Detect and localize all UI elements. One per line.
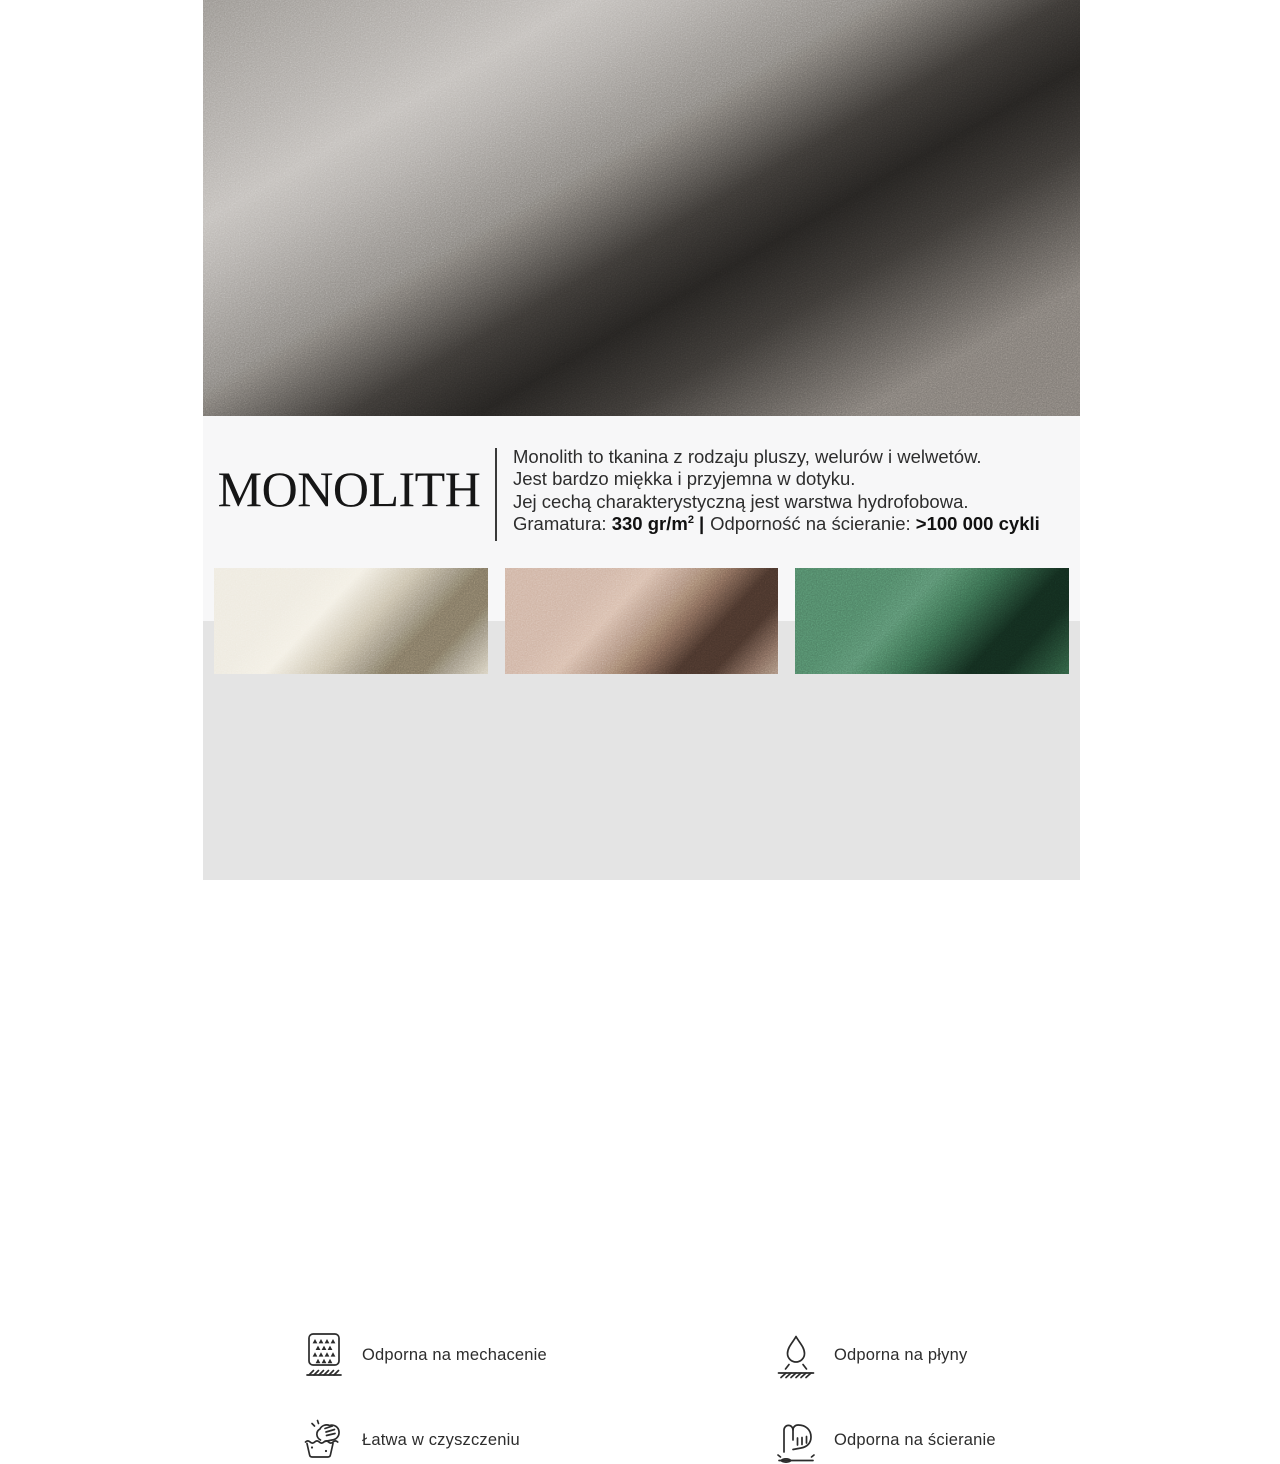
fabric-swatch-taupe bbox=[505, 568, 779, 674]
fabric-product-card bbox=[203, 0, 1080, 1449]
feature-pilling-resistant bbox=[300, 1331, 772, 1379]
fabric-swatch-cream bbox=[214, 568, 488, 674]
fabric-grain-overlay bbox=[214, 568, 488, 674]
abrasion-value: >100 000 cykli bbox=[915, 513, 1040, 535]
weight-label: Gramatura: bbox=[513, 513, 612, 535]
fabric-grain-overlay bbox=[795, 568, 1069, 674]
feature-label: Odporna na mechacenie bbox=[362, 1345, 547, 1364]
weight-value: 330 $gr/m^2$ bbox=[611, 513, 694, 535]
abrasion-label: Odporność na ścieranie: bbox=[710, 513, 916, 535]
description-line: Jest bardzo miękka i przyjemna w dotyku. bbox=[513, 468, 856, 490]
feature-label: Odporna na płyny bbox=[834, 1345, 968, 1364]
description-line: Jej cechą charakterystyczną jest warstwa hydrofobowa. bbox=[513, 490, 969, 512]
specs-separator: | bbox=[698, 513, 705, 535]
fabric-swatch-green bbox=[795, 568, 1069, 674]
hero-fabric-image bbox=[203, 0, 1080, 416]
feature-liquid-resistant bbox=[772, 1331, 996, 1379]
fabric-grain-overlay bbox=[203, 0, 1080, 416]
features-grid bbox=[300, 1331, 996, 1464]
pilling-resistant-icon bbox=[300, 1331, 348, 1379]
product-title: MONOLITH bbox=[217, 461, 481, 517]
feature-abrasion-resistant bbox=[772, 1416, 996, 1464]
feature-label: Odporna na ścieranie bbox=[834, 1430, 996, 1449]
feature-label: Łatwa w czyszczeniu bbox=[362, 1430, 520, 1449]
easy-clean-icon bbox=[300, 1416, 348, 1464]
liquid-resistant-icon bbox=[772, 1331, 820, 1379]
fabric-grain-overlay bbox=[505, 568, 779, 674]
abrasion-resistant-icon bbox=[772, 1416, 820, 1464]
swatch-row bbox=[214, 568, 1069, 674]
feature-easy-clean bbox=[300, 1416, 772, 1464]
weight-superscript: 2 bbox=[687, 514, 694, 527]
specs-line bbox=[513, 513, 1040, 535]
description-line: Monolith to tkanina z rodzaju pluszy, welurów i welwetów. bbox=[513, 446, 982, 467]
